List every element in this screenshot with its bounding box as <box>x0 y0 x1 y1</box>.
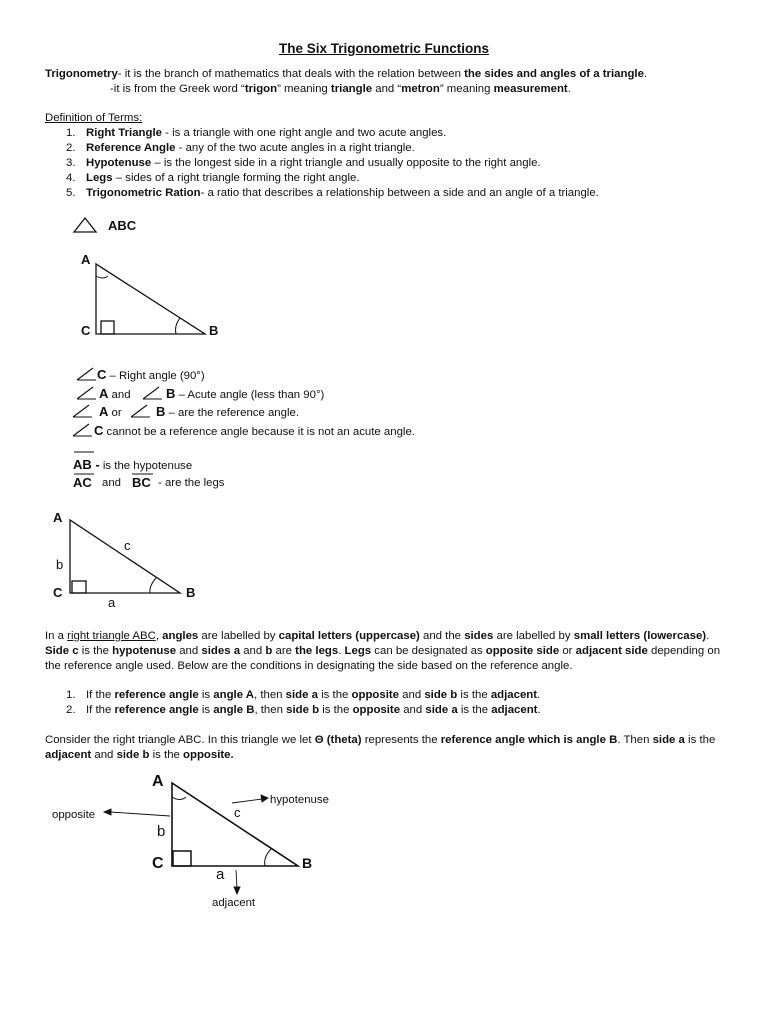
opposite-arrow <box>110 812 170 816</box>
triangle3-diagram <box>52 773 329 909</box>
page-title: The Six Trigonometric Functions <box>278 41 490 56</box>
vertex-c-label: C <box>53 585 63 600</box>
term-trigonometry: Trigonometry <box>45 68 118 80</box>
angle-line-2: A and <box>99 386 131 401</box>
vertex-b-label: B <box>186 585 196 600</box>
angle-a-arc <box>96 276 108 278</box>
arrow-head <box>234 887 240 894</box>
legs-and: and <box>102 477 122 489</box>
side-c-label: c <box>124 538 131 553</box>
conditions-list <box>66 688 541 718</box>
adjacent-label: adjacent <box>212 897 256 909</box>
definition-item: 4. Legs – sides of a right triangle forming the right angle. <box>66 172 360 184</box>
definition-item: 3. Hypotenuse – is the longest side in a right triangle and usually opposite to the right angle. <box>66 157 541 169</box>
condition-item: 2. If the reference angle is angle B, then side b is the opposite and side a is the adjacent. <box>66 704 541 716</box>
hypotenuse-arrow <box>232 799 262 803</box>
definition-item: 1. Right Triangle - is a triangle with one right angle and two acute angles. <box>66 127 447 139</box>
legs-text: - are the legs <box>158 477 225 489</box>
angle-symbol-icon <box>77 387 96 399</box>
angle-line-4: C cannot be a reference angle because it is not an acute angle. <box>94 423 415 438</box>
opposite-label: opposite <box>52 809 96 821</box>
consider-paragraph: Consider the right triangle ABC. In this triangle we let Θ (theta) represents the reference angle which is angle B. Then side a is the adjacent and side b is the opposite. <box>45 734 716 761</box>
angle-line-3b: B – are the reference angle. <box>156 404 300 419</box>
triangle1-label: ABC <box>108 218 137 233</box>
vertex-c-label: C <box>81 323 91 338</box>
labelling-paragraph: In a right triangle ABC, angles are labelled by capital letters (uppercase) and the sides are labelled by small letters (lowercase). Side c is the hypotenuse and sides a and b are the legs. Legs can be designated as opposite side or adjacent side depending on the reference angle used. Below are the conditions in designating the side based on the reference angle. <box>45 630 721 672</box>
angle-line-3: A or <box>99 404 122 419</box>
condition-item: 1. If the reference angle is angle A, then side a is the opposite and side b is the adjacent. <box>66 689 541 701</box>
angle-symbol-icon <box>77 368 96 380</box>
side-a-label: a <box>216 866 225 883</box>
side-c-label: c <box>234 805 241 820</box>
triangle-symbol-icon <box>74 218 96 232</box>
triangle1-shape <box>96 264 205 334</box>
vertex-a-label: A <box>81 252 91 267</box>
vertex-c-label: C <box>152 855 164 872</box>
angle-b-arc <box>176 318 181 334</box>
vertex-b-label: B <box>209 323 219 338</box>
definitions-heading: Definition of Terms: <box>45 112 143 124</box>
angle-a-arc <box>172 797 186 800</box>
side-a-label: a <box>108 595 116 610</box>
angle-symbol-icon <box>73 424 92 436</box>
adjacent-arrow <box>236 870 237 888</box>
angle-line-1: C – Right angle (90°) <box>97 367 205 382</box>
hypotenuse-label: hypotenuse <box>270 794 329 806</box>
arrow-head <box>104 809 111 815</box>
triangle1-diagram <box>81 252 218 338</box>
intro-line-2: -it is from the Greek word “trigon” meaning triangle and “metron” meaning measurement. <box>110 83 571 95</box>
angle-symbol-icon <box>131 405 150 417</box>
angle-b-arc <box>265 848 272 866</box>
triangle2-diagram <box>53 510 195 610</box>
angle-symbol-icon <box>143 387 162 399</box>
right-angle-mark <box>101 321 114 334</box>
angle-line-2b: B – Acute angle (less than 90°) <box>166 386 325 401</box>
legs-statement: AC <box>73 475 92 490</box>
vertex-a-label: A <box>152 773 164 790</box>
side-b-label: b <box>56 557 64 572</box>
angle-b-arc <box>150 578 156 593</box>
right-angle-mark <box>72 581 86 593</box>
hypotenuse-statement: AB - is the hypotenuse <box>73 457 193 472</box>
legs-bc: BC <box>132 475 151 490</box>
vertex-a-label: A <box>53 510 63 525</box>
intro-line-1: Trigonometry- it is the branch of mathematics that deals with the relation between the sides and angles of a triangle. <box>45 68 648 80</box>
vertex-b-label: B <box>302 855 313 871</box>
arrow-head <box>261 795 268 802</box>
side-b-label: b <box>157 823 166 840</box>
definition-item: 2. Reference Angle - any of the two acute angles in a right triangle. <box>66 142 415 154</box>
angle-symbol-icon <box>73 405 92 417</box>
right-angle-mark <box>173 851 191 866</box>
definition-item: 5. Trigonometric Ration- a ratio that describes a relationship between a side and an angle of a triangle. <box>66 187 599 199</box>
